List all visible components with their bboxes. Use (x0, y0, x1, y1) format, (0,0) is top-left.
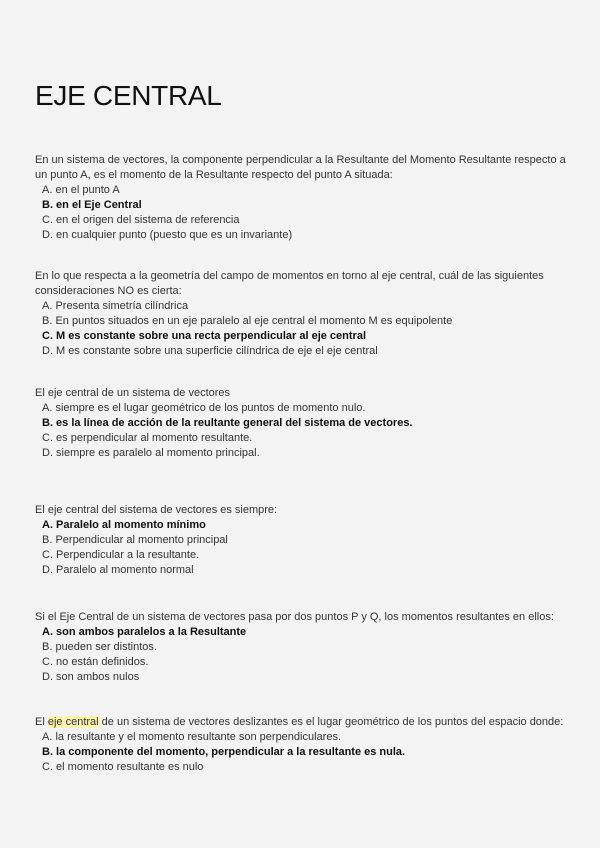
option-d: D. siempre es paralelo al momento principal. (42, 447, 260, 459)
question-6 (35, 715, 567, 775)
question-stem: En lo que respecta a la geometría del campo de momentos en torno al eje central, cuál de las siguientes consideraciones NO es cierta: (35, 270, 544, 297)
option-c: C. en el origen del sistema de referencia (42, 214, 240, 226)
question-stem: El eje central de un sistema de vectores (35, 387, 231, 399)
question-stem: En un sistema de vectores, la componente perpendicular a la Resultante del Momento Resultante respecto a un punto A, es el momento de la Resultante respecto del punto A situada: (35, 154, 566, 181)
option-d: D. M es constante sobre una superficie cilíndrica de eje el eje central (42, 345, 378, 357)
option-b-correct: B. en el Eje Central (42, 199, 142, 211)
question-stem: El eje central del sistema de vectores es siempre: (35, 504, 278, 516)
question-4 (35, 503, 567, 578)
question-3 (35, 386, 567, 461)
stem-suffix: de un sistema de vectores deslizantes es el lugar geométrico de los puntos del espacio donde: (98, 716, 564, 728)
option-c: C. el momento resultante es nulo (42, 761, 204, 773)
option-a: A. en el punto A (42, 184, 120, 196)
option-c-correct: C. M es constante sobre una recta perpendicular al eje central (42, 330, 367, 342)
question-stem: Si el Eje Central de un sistema de vectores pasa por dos puntos P y Q, los momentos resultantes en ellos: (35, 611, 554, 623)
option-d: D. en cualquier punto (puesto que es un invariante) (42, 229, 293, 241)
option-d: D. Paralelo al momento normal (42, 564, 194, 576)
stem-prefix: El (35, 716, 48, 728)
option-b: B. pueden ser distintos. (42, 641, 157, 653)
option-c: C. Perpendicular a la resultante. (42, 549, 200, 561)
option-a: A. la resultante y el momento resultante son perpendiculares. (42, 731, 341, 743)
option-b-correct: B. la componente del momento, perpendicular a la resultante es nula. (42, 746, 406, 758)
option-a-correct: A. son ambos paralelos a la Resultante (42, 626, 247, 638)
option-c: C. no están definidos. (42, 656, 149, 668)
option-a-correct: A. Paralelo al momento mínimo (42, 519, 206, 531)
option-b-correct: B. es la línea de acción de la reultante general del sistema de vectores. (42, 417, 413, 429)
question-5 (35, 610, 567, 685)
highlighted-text: eje central (47, 716, 99, 728)
page-title: EJE CENTRAL (35, 80, 222, 111)
option-b: B. En puntos situados en un eje paralelo al eje central el momento M es equipolente (42, 315, 453, 327)
question-1 (35, 153, 567, 243)
option-a: A. Presenta simetría cilíndrica (42, 300, 189, 312)
option-a: A. siempre es el lugar geométrico de los puntos de momento nulo. (42, 402, 366, 414)
question-2 (35, 269, 567, 359)
question-stem (35, 715, 567, 730)
option-c: C. es perpendicular al momento resultante. (42, 432, 253, 444)
option-d: D. son ambos nulos (42, 671, 140, 683)
option-b: B. Perpendicular al momento principal (42, 534, 228, 546)
